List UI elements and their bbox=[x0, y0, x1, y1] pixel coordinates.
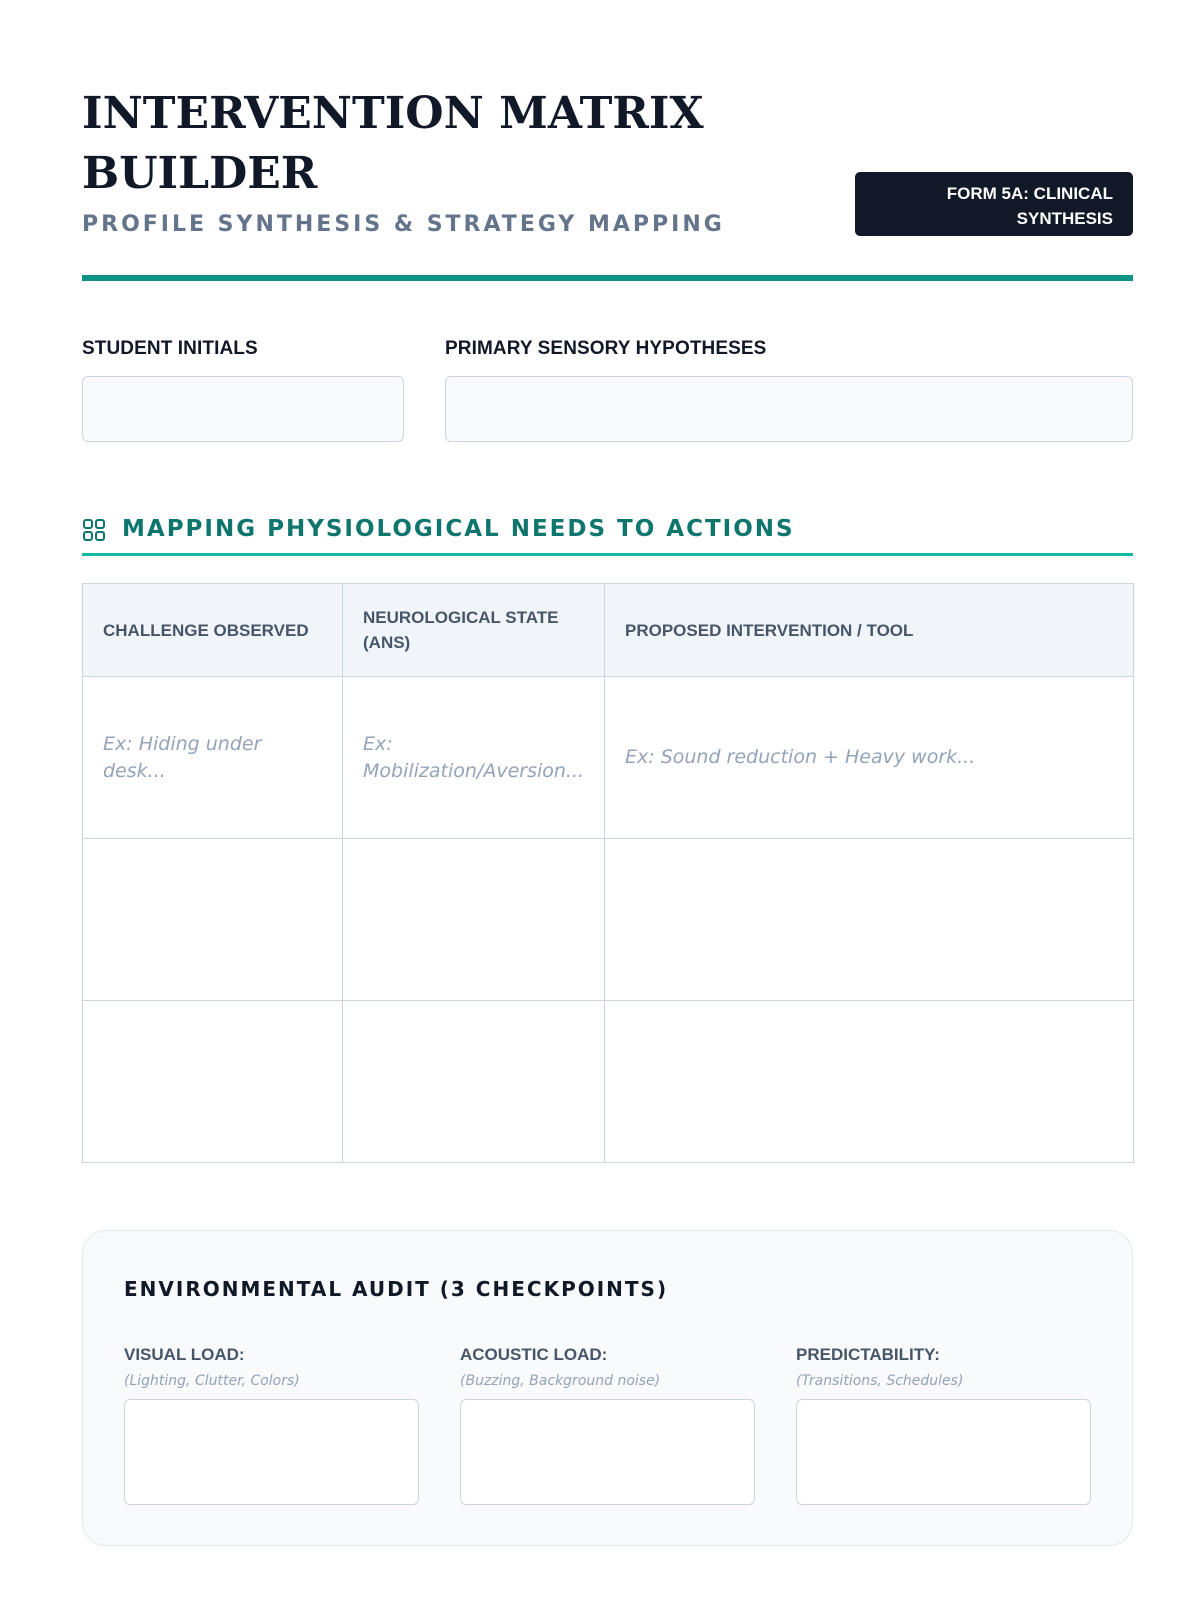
primary-hypotheses-label: PRIMARY SENSORY HYPOTHESES bbox=[445, 338, 767, 359]
table-cell-challenge[interactable] bbox=[83, 1001, 343, 1163]
table-cell-intervention[interactable] bbox=[605, 1001, 1134, 1163]
example-text: Ex: Hiding under desk... bbox=[103, 732, 262, 782]
example-text: Ex: Mobilization/Aversion... bbox=[363, 732, 585, 782]
table-row bbox=[83, 839, 1134, 1001]
checkpoint-label: PREDICTABILITY: bbox=[796, 1345, 940, 1364]
primary-hypotheses-field bbox=[445, 338, 1133, 442]
header bbox=[82, 84, 1133, 280]
table-cell-neurological-state[interactable] bbox=[343, 839, 605, 1001]
section-heading bbox=[82, 512, 1133, 556]
checkpoint-hint: (Lighting, Clutter, Colors) bbox=[124, 1373, 300, 1389]
predictability-input[interactable] bbox=[796, 1399, 1091, 1505]
page-title: INTERVENTION MATRIX BUILDER bbox=[82, 88, 704, 199]
table-cell-challenge[interactable] bbox=[83, 839, 343, 1001]
checkpoint-hint: (Buzzing, Background noise) bbox=[460, 1373, 661, 1389]
checkpoint-visual-load bbox=[124, 1345, 419, 1505]
audit-title: ENVIRONMENTAL AUDIT (3 CHECKPOINTS) bbox=[124, 1277, 669, 1301]
checkpoint-hint: (Transitions, Schedules) bbox=[796, 1373, 964, 1389]
table-cell-neurological-state[interactable] bbox=[343, 1001, 605, 1163]
table-header-row bbox=[83, 584, 1134, 677]
page-subtitle: PROFILE SYNTHESIS & STRATEGY MAPPING bbox=[82, 212, 725, 237]
checkpoint-label: ACOUSTIC LOAD: bbox=[460, 1345, 608, 1364]
checkpoint-label: VISUAL LOAD: bbox=[124, 1345, 245, 1364]
table-row bbox=[83, 677, 1134, 839]
header-divider bbox=[82, 275, 1133, 281]
column-header-neurological-state: NEUROLOGICAL STATE (ANS) bbox=[343, 584, 605, 677]
table-cell-challenge[interactable] bbox=[83, 677, 343, 839]
section-title: MAPPING PHYSIOLOGICAL NEEDS TO ACTIONS bbox=[122, 516, 795, 542]
column-header-challenge: CHALLENGE OBSERVED bbox=[83, 584, 343, 677]
table-cell-neurological-state[interactable] bbox=[343, 677, 605, 839]
acoustic-load-input[interactable] bbox=[460, 1399, 755, 1505]
checkpoint-acoustic-load bbox=[460, 1345, 755, 1505]
student-initials-input[interactable] bbox=[82, 376, 404, 442]
table-cell-intervention[interactable] bbox=[605, 839, 1134, 1001]
intervention-matrix-table bbox=[82, 583, 1134, 1163]
example-text: Ex: Sound reduction + Heavy work... bbox=[625, 746, 976, 768]
table-row bbox=[83, 1001, 1134, 1163]
primary-hypotheses-input[interactable] bbox=[445, 376, 1133, 442]
table-cell-intervention[interactable] bbox=[605, 677, 1134, 839]
student-initials-label: STUDENT INITIALS bbox=[82, 338, 258, 359]
visual-load-input[interactable] bbox=[124, 1399, 419, 1505]
environmental-audit-panel bbox=[82, 1230, 1133, 1546]
student-initials-field bbox=[82, 338, 404, 442]
form-badge: FORM 5A: CLINICAL SYNTHESIS bbox=[855, 172, 1133, 236]
grid-icon bbox=[82, 518, 106, 542]
column-header-intervention: PROPOSED INTERVENTION / TOOL bbox=[605, 584, 1134, 677]
checkpoint-predictability bbox=[796, 1345, 1091, 1505]
